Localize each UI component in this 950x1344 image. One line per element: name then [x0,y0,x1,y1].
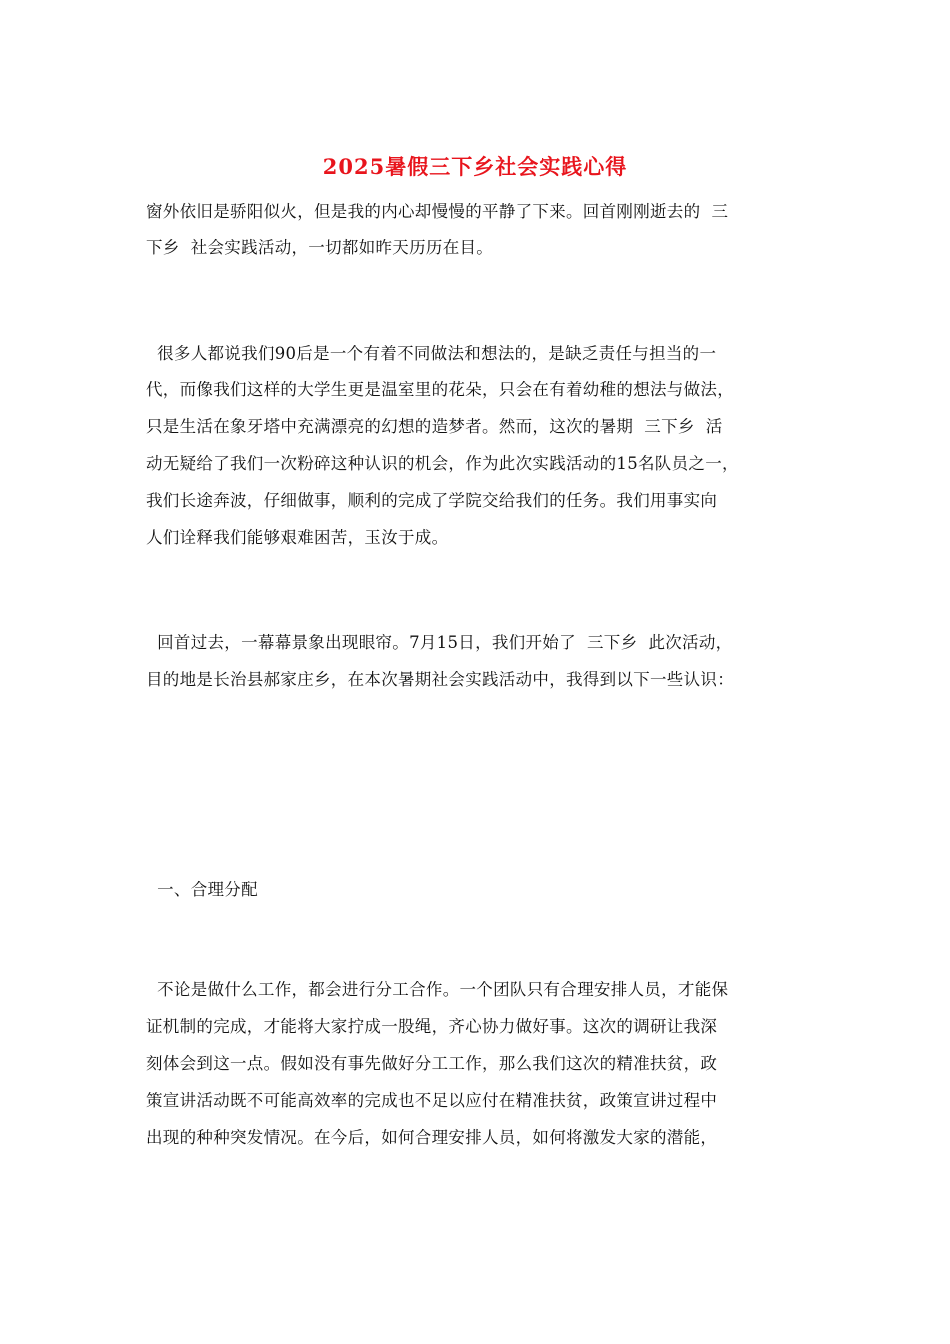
paragraph-1-line-2: 下乡 社会实践活动，一切都如昨天历历在目。 [146,238,494,257]
paragraph-5-line-4: 策宣讲活动既不可能高效率的完成也不足以应付在精准扶贫，政策宣讲过程中 [146,1091,718,1110]
section-heading: 一、合理分配 [146,880,258,899]
paragraph-2-line-1: 很多人都说我们90后是一个有着不同做法和想法的，是缺乏责任与担当的一 [146,344,717,363]
paragraph-2-line-3: 只是生活在象牙塔中充满漂亮的幻想的造梦者。然而，这次的暑期 三下乡 活 [146,417,723,436]
paragraph-3-line-2: 目的地是长治县郝家庄乡，在本次暑期社会实践活动中，我得到以下一些认识： [146,670,734,689]
paragraph-1-line-1: 窗外依旧是骄阳似火，但是我的内心却慢慢的平静了下来。回首刚刚逝去的 三 [146,202,729,221]
paragraph-2-line-2: 代，而像我们这样的大学生更是温室里的花朵，只会在有着幼稚的想法与做法， [146,380,734,399]
paragraph-5-line-5: 出现的种种突发情况。在今后，如何合理安排人员，如何将激发大家的潜能， [146,1128,718,1147]
paragraph-5-line-2: 证机制的完成，才能将大家拧成一股绳，齐心协力做好事。这次的调研让我深 [146,1017,718,1036]
document-title: 2025暑假三下乡社会实践心得 [322,154,628,179]
paragraph-3-line-1: 回首过去，一幕幕景象出现眼帘。7月15日，我们开始了 三下乡 此次活动， [146,633,733,652]
paragraph-2-line-4: 动无疑给了我们一次粉碎这种认识的机会，作为此次实践活动的15名队员之一， [146,454,739,473]
paragraph-2-line-5: 我们长途奔波，仔细做事，顺利的完成了学院交给我们的任务。我们用事实向 [146,491,718,510]
paragraph-5-line-3: 刻体会到这一点。假如没有事先做好分工工作，那么我们这次的精准扶贫，政 [146,1054,718,1073]
paragraph-5-line-1: 不论是做什么工作，都会进行分工合作。一个团队只有合理安排人员，才能保 [146,980,729,999]
paragraph-2-line-6: 人们诠释我们能够艰难困苦，玉汝于成。 [146,528,449,547]
